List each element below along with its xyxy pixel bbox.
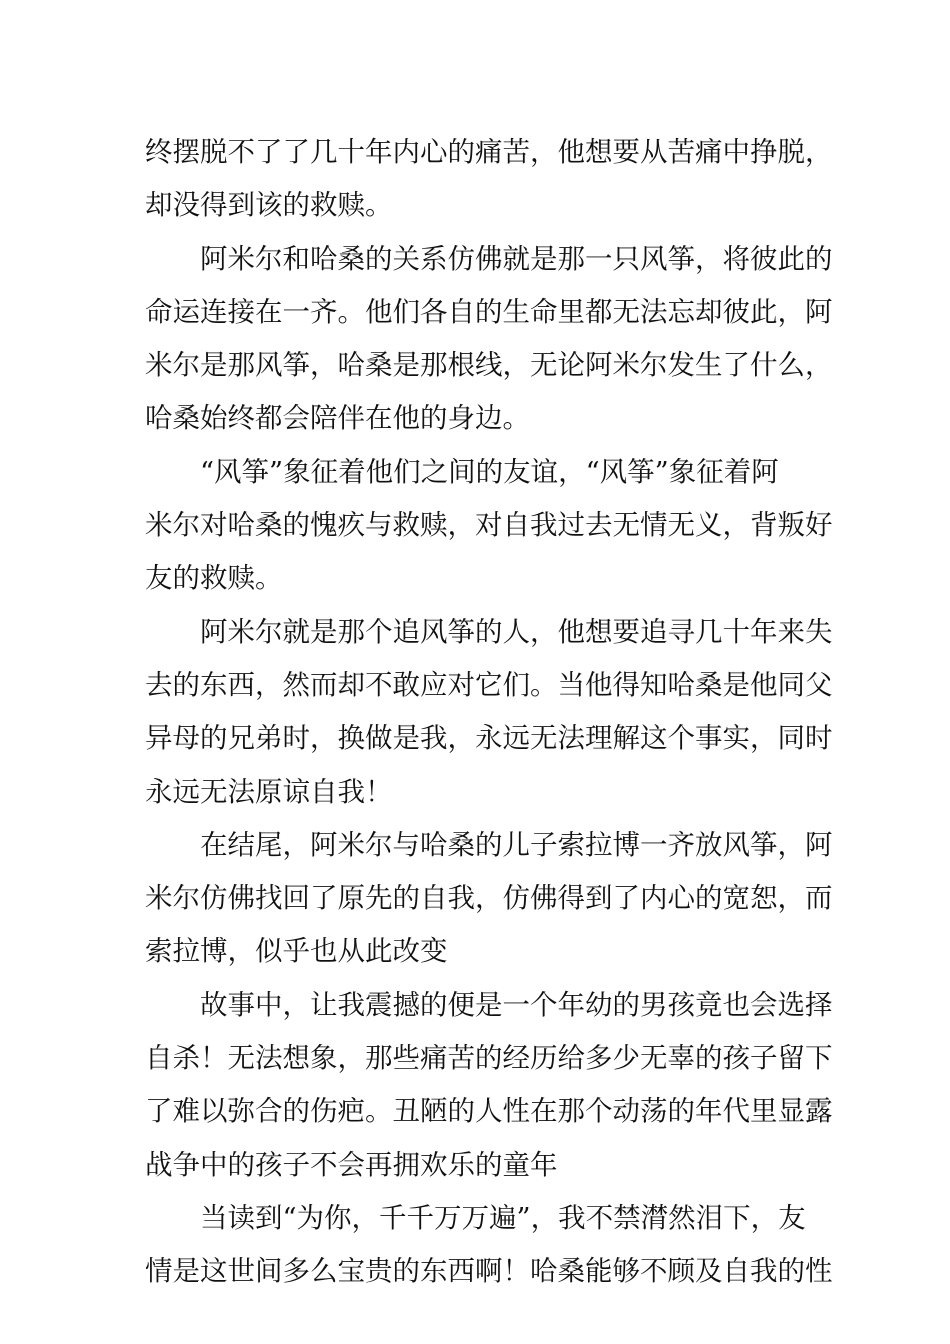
paragraph-6 [145,979,833,1192]
text-line: 阿米尔和哈桑的关系仿佛就是那一只风筝，将彼此的 [200,242,833,275]
paragraph-1 [145,126,833,233]
text-line: 自杀！无法想象，那些痛苦的经历给多少无辜的孩子留下 [145,1042,833,1075]
text-line: 命运连接在一齐。他们各自的生命里都无法忘却彼此，阿 [145,295,833,328]
paragraph-3 [145,446,833,606]
text-line: 米尔仿佛找回了原先的自我，仿佛得到了内心的宽恕，而 [145,882,833,915]
text-line: 却没得到该的救赎。 [145,189,393,222]
text-line: 终摆脱不了了几十年内心的痛苦，他想要从苦痛中挣脱， [145,136,833,168]
text-line: 异母的兄弟时，换做是我，永远无法理解这个事实，同时 [145,722,833,755]
text-line: 在结尾，阿米尔与哈桑的儿子索拉博一齐放风筝，阿 [200,828,833,861]
text-line: 友的救赎。 [145,562,283,595]
text-line: 故事中，让我震撼的便是一个年幼的男孩竟也会选择 [200,988,833,1021]
text-line: 去的东西，然而却不敢应对它们。当他得知哈桑是他同父 [145,668,833,701]
text-line: 哈桑始终都会陪伴在他的身边。 [145,402,530,435]
paragraph-5 [145,819,833,979]
text-line: 情是这世间多么宝贵的东西啊！哈桑能够不顾及自我的性 [145,1255,833,1288]
paragraph-7 [145,1192,833,1299]
text-line: 阿米尔就是那个追风筝的人，他想要追寻几十年来失 [200,615,833,648]
paragraph-4 [145,606,833,819]
text-line: 米尔对哈桑的愧疚与救赎，对自我过去无情无义，背叛好 [145,509,833,542]
document-body [145,126,833,1299]
text-line: 索拉博，似乎也从此改变 [145,935,448,968]
text-line: 永远无法原谅自我！ [145,775,393,808]
text-line: 战争中的孩子不会再拥欢乐的童年 [145,1148,558,1181]
text-line: 当读到“为你，千千万万遍”，我不禁潸然泪下，友 [200,1201,806,1234]
text-line: 米尔是那风筝，哈桑是那根线，无论阿米尔发生了什么， [145,349,833,382]
text-line: “风筝”象征着他们之间的友谊，“风筝”象征着阿 [200,455,779,488]
paragraph-2 [145,233,833,446]
text-line: 了难以弥合的伤疤。丑陋的人性在那个动荡的年代里显露 [145,1095,833,1128]
